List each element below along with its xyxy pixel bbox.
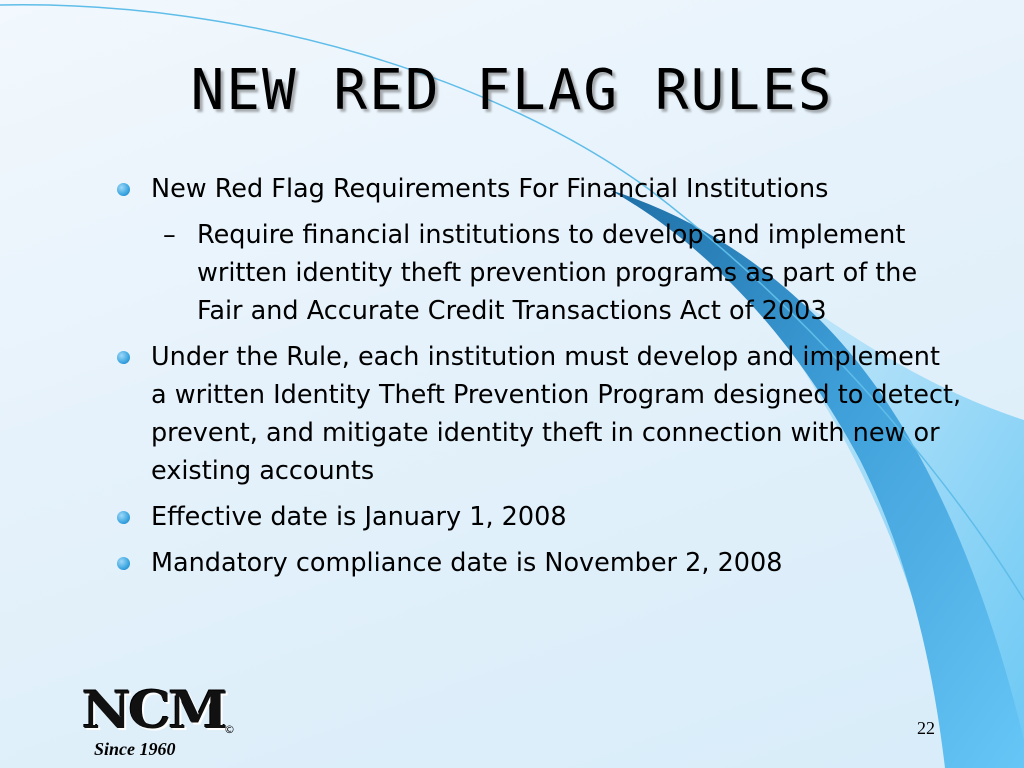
- bullet-dot-icon: [117, 557, 130, 570]
- dash-marker: –: [163, 220, 176, 250]
- bullet-text: New Red Flag Requirements For Financial Institutions: [151, 174, 829, 204]
- logo-wordmark: NCM: [82, 679, 226, 741]
- slide-number: 22: [917, 718, 935, 738]
- sub-bullet-text: Require financial institutions to develop and implement written identity theft prevention programs as part of the Fair and Accurate Credit Transactions Act of 2003: [197, 220, 918, 326]
- bullet-text: Effective date is January 1, 2008: [151, 502, 567, 532]
- page-title: NEW RED FLAG RULES: [190, 58, 834, 123]
- list-item: [112, 544, 962, 582]
- slide-content: [112, 170, 962, 590]
- logo-tagline: Since 1960: [94, 739, 176, 759]
- bullet-dot-icon: [117, 183, 130, 196]
- list-item: [112, 170, 962, 208]
- copyright-symbol: ©: [224, 723, 235, 736]
- bullet-text: Mandatory compliance date is November 2, 2008: [151, 548, 783, 578]
- ncm-logo: [82, 679, 235, 765]
- list-item: [112, 498, 962, 536]
- sub-list-item: [112, 216, 927, 330]
- bullet-dot-icon: [117, 511, 130, 524]
- bullet-text: Under the Rule, each institution must develop and implement a written Identity Theft Prevention Program designed to detect, prevent, and mitigate identity theft in connection with new or existing accounts: [151, 342, 962, 486]
- bullet-dot-icon: [117, 351, 130, 364]
- list-item: [112, 338, 962, 490]
